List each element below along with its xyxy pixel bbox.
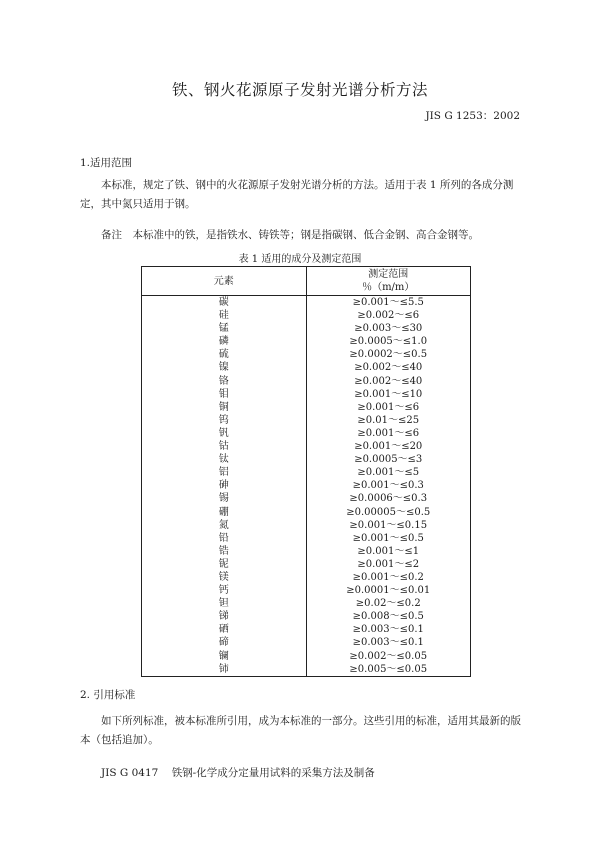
range-cell: ≥0.002～≤0.05	[306, 650, 471, 663]
table-row	[142, 361, 471, 374]
table-row	[142, 650, 471, 663]
table-row	[142, 427, 471, 440]
table-row	[142, 375, 471, 388]
table-caption: 表 1 适用的成分及测定范围	[238, 254, 362, 265]
element-cell: 铬	[142, 375, 307, 388]
range-cell: ≥0.0002～≤0.5	[306, 348, 471, 361]
table-row	[142, 479, 471, 492]
table-row	[142, 558, 471, 571]
range-cell: ≥0.001～≤6	[306, 427, 471, 440]
range-cell: ≥0.001～≤2	[306, 558, 471, 571]
range-cell: ≥0.003～≤30	[306, 322, 471, 335]
header-element: 元素	[142, 267, 307, 296]
element-cell: 碳	[142, 296, 307, 310]
table-row	[142, 388, 471, 401]
table-row	[142, 663, 471, 677]
table-row	[142, 506, 471, 519]
header-range-line1: 测定范围	[368, 269, 409, 280]
range-cell: ≥0.001～≤5	[306, 466, 471, 479]
range-cell: ≥0.01～≤25	[306, 414, 471, 427]
range-cell: ≥0.001～≤0.2	[306, 571, 471, 584]
element-cell: 铅	[142, 532, 307, 545]
table-row	[142, 519, 471, 532]
range-cell: ≥0.002～≤6	[306, 309, 471, 322]
element-cell: 砷	[142, 479, 307, 492]
table-row	[142, 414, 471, 427]
element-cell: 钛	[142, 453, 307, 466]
range-cell: ≥0.001～≤5.5	[306, 296, 471, 310]
table-row	[142, 545, 471, 558]
range-cell: ≥0.001～≤1	[306, 545, 471, 558]
table-row	[142, 401, 471, 414]
table-row	[142, 322, 471, 335]
table-row	[142, 623, 471, 636]
element-cell: 钼	[142, 388, 307, 401]
section-2-paragraph: 如下所列标准，被本标准所引用，成为本标准的一部分。这些引用的标准，适用其最新的版本（包括追加）。	[80, 715, 521, 746]
range-cell: ≥0.02～≤0.2	[306, 597, 471, 610]
range-cell: ≥0.001～≤20	[306, 440, 471, 453]
range-cell: ≥0.002～≤40	[306, 361, 471, 374]
document-title: 铁、钢火花源原子发射光谱分析方法	[171, 81, 428, 99]
element-cell: 锑	[142, 610, 307, 623]
element-cell: 镧	[142, 650, 307, 663]
element-cell: 磷	[142, 335, 307, 348]
element-cell: 硫	[142, 348, 307, 361]
reference-entry	[101, 764, 375, 783]
element-cell: 钒	[142, 427, 307, 440]
element-cell: 锰	[142, 322, 307, 335]
table-row	[142, 296, 471, 310]
range-cell: ≥0.0005～≤1.0	[306, 335, 471, 348]
table-row	[142, 348, 471, 361]
table-header-row	[142, 267, 471, 296]
header-range	[306, 267, 471, 296]
range-cell: ≥0.001～≤10	[306, 388, 471, 401]
element-cell: 钽	[142, 597, 307, 610]
range-cell: ≥0.0001～≤0.01	[306, 584, 471, 597]
element-cell: 铝	[142, 466, 307, 479]
element-cell: 镍	[142, 361, 307, 374]
element-cell: 氮	[142, 519, 307, 532]
table-row	[142, 466, 471, 479]
table-row	[142, 532, 471, 545]
range-cell: ≥0.008～≤0.5	[306, 610, 471, 623]
table-body	[142, 296, 471, 677]
range-cell: ≥0.001～≤0.3	[306, 479, 471, 492]
standard-number: JIS G 1253：2002	[425, 110, 520, 122]
table-row	[142, 584, 471, 597]
range-cell: ≥0.003～≤0.1	[306, 636, 471, 649]
range-cell: ≥0.00005～≤0.5	[306, 506, 471, 519]
section-2-heading: 2. 引用标准	[80, 689, 136, 701]
section-1-note: 备注 本标准中的铁，是指铁水、铸铁等；钢是指碳钢、低合金钢、高合金钢等。	[101, 229, 479, 241]
section-1-heading: 1.适用范围	[80, 157, 133, 169]
table-row	[142, 571, 471, 584]
table-row	[142, 597, 471, 610]
section-1-paragraph: 本标准，规定了铁、钢中的火花源原子发射光谱分析的方法。适用于表 1 所列的各成分测定，其中氮只适用于钢。	[80, 179, 514, 210]
table-row	[142, 492, 471, 505]
range-cell: ≥0.002～≤40	[306, 375, 471, 388]
table-row	[142, 440, 471, 453]
element-cell: 钙	[142, 584, 307, 597]
reference-code: JIS G 0417	[101, 767, 159, 779]
element-cell: 锆	[142, 545, 307, 558]
element-cell: 铜	[142, 401, 307, 414]
header-range-line2: ％（m/m）	[362, 282, 415, 293]
range-cell: ≥0.0006～≤0.3	[306, 492, 471, 505]
range-cell: ≥0.001～≤0.5	[306, 532, 471, 545]
reference-title: 铁钢-化学成分定量用试料的采集方法及制备	[171, 767, 375, 779]
element-cell: 钴	[142, 440, 307, 453]
table-row	[142, 636, 471, 649]
range-cell: ≥0.003～≤0.1	[306, 623, 471, 636]
element-cell: 锡	[142, 492, 307, 505]
table-row	[142, 335, 471, 348]
element-cell: 硅	[142, 309, 307, 322]
element-cell: 碲	[142, 636, 307, 649]
element-cell: 铈	[142, 663, 307, 677]
range-cell: ≥0.001～≤6	[306, 401, 471, 414]
element-cell: 硼	[142, 506, 307, 519]
element-cell: 硒	[142, 623, 307, 636]
table-row	[142, 309, 471, 322]
range-cell: ≥0.0005～≤3	[306, 453, 471, 466]
element-range-table	[141, 266, 471, 677]
element-cell: 铌	[142, 558, 307, 571]
element-cell: 镁	[142, 571, 307, 584]
element-cell: 钨	[142, 414, 307, 427]
range-cell: ≥0.005～≤0.05	[306, 663, 471, 677]
table-row	[142, 610, 471, 623]
range-cell: ≥0.001～≤0.15	[306, 519, 471, 532]
table-row	[142, 453, 471, 466]
